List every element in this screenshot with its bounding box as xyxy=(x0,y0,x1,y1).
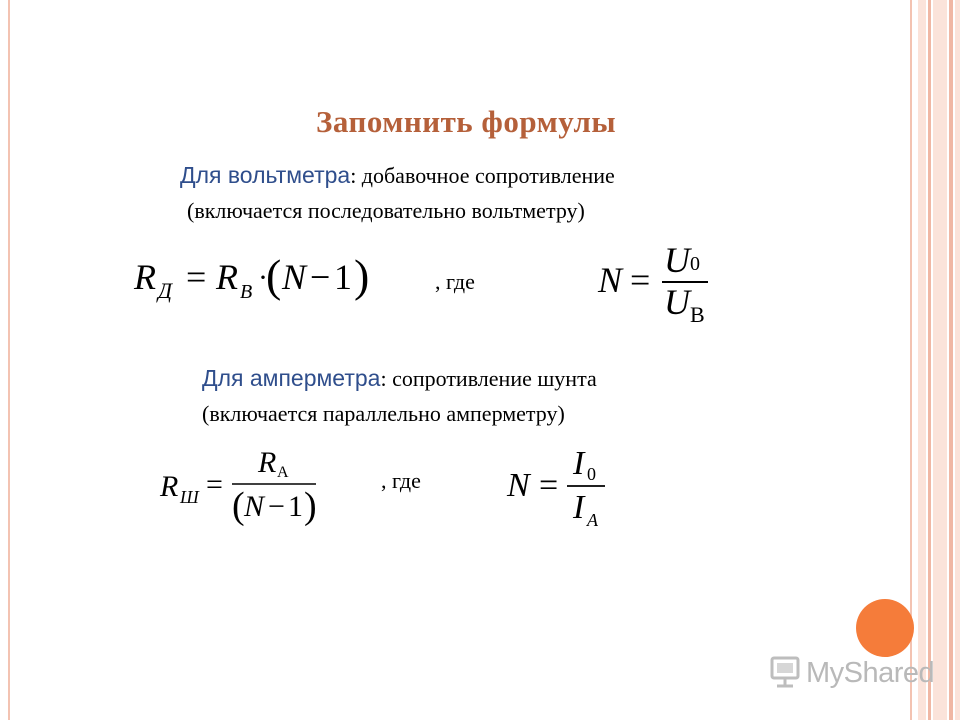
formula-minus: − xyxy=(310,257,331,297)
formula-subscript: 0 xyxy=(587,464,596,484)
decor-stripe xyxy=(955,0,960,720)
decor-stripe xyxy=(933,0,947,720)
ammeter-shunt-formula xyxy=(156,444,326,528)
formula-equals: = xyxy=(186,257,207,297)
ammeter-heading: Для амперметра xyxy=(202,365,381,391)
formula-subscript: А xyxy=(277,464,289,481)
formula-subscript: A xyxy=(587,510,598,530)
ammeter-ratio-formula xyxy=(505,444,615,536)
voltmeter-line xyxy=(180,162,615,189)
formula-symbol: N xyxy=(598,260,623,300)
formula-symbol: N xyxy=(244,490,265,523)
formula-symbol: R xyxy=(216,257,238,297)
formula-paren: ) xyxy=(304,485,317,527)
ammeter-description: : сопротивление шунта xyxy=(380,366,597,391)
formula-symbol: N xyxy=(507,467,530,504)
formula-symbol: N xyxy=(282,257,307,297)
ammeter-line xyxy=(202,365,597,392)
formula-subscript: Д xyxy=(158,278,172,303)
formula-minus: − xyxy=(268,490,285,523)
decor-stripe xyxy=(918,0,926,720)
where-label: , где xyxy=(435,269,475,294)
formula-subscript: 0 xyxy=(690,253,700,275)
decor-stripe xyxy=(928,0,931,720)
formula-paren: ( xyxy=(266,250,282,301)
watermark-text: MyShared xyxy=(806,657,935,689)
formula-symbol: R xyxy=(134,257,156,297)
formula-equals: = xyxy=(539,467,559,504)
formula-number: 1 xyxy=(334,257,352,297)
where-label: , где xyxy=(381,468,421,493)
formula-paren: ( xyxy=(232,485,245,527)
voltmeter-ratio-formula xyxy=(596,236,716,328)
presentation-icon xyxy=(768,655,802,689)
formula-symbol: U xyxy=(664,282,690,322)
voltmeter-note: (включается последовательно вольтметру) xyxy=(187,198,585,223)
decor-circle xyxy=(856,599,914,657)
formula-equals: = xyxy=(630,260,651,300)
formula-symbol: I xyxy=(573,489,585,526)
formula-symbol: I xyxy=(573,445,585,482)
slide-title: Запомнить формулы xyxy=(316,104,617,139)
formula-symbol: R xyxy=(258,446,277,479)
formula-symbol: R xyxy=(160,470,179,503)
formula-subscript: В xyxy=(240,281,253,303)
formula-number: 1 xyxy=(288,490,303,523)
formula-subscript: Ш xyxy=(180,487,199,507)
ammeter-note: (включается параллельно амперметру) xyxy=(202,401,565,426)
voltmeter-description: : добавочное сопротивление xyxy=(350,163,615,188)
formula-dot: · xyxy=(258,261,268,294)
formula-symbol: U xyxy=(664,240,690,280)
formula-paren: ) xyxy=(354,250,370,301)
formula-subscript: В xyxy=(690,302,705,327)
formula-equals: = xyxy=(206,468,223,501)
voltmeter-shunt-formula xyxy=(128,245,378,315)
decor-stripe xyxy=(949,0,953,720)
voltmeter-heading: Для вольтметра xyxy=(180,162,351,188)
